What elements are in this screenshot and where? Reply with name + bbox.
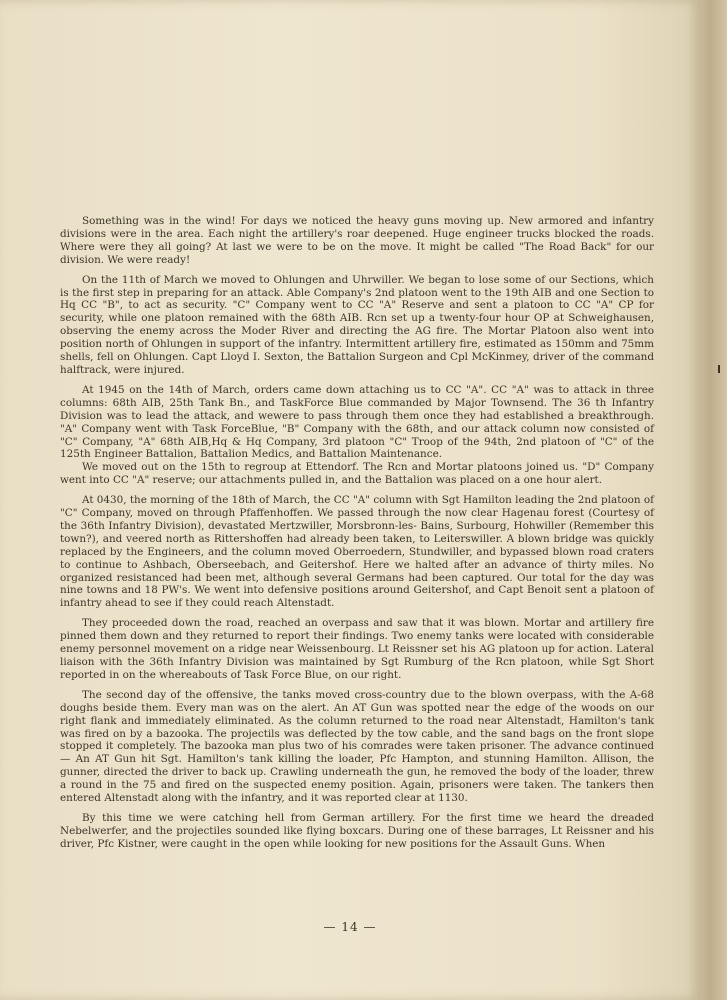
body-text [60, 215, 654, 858]
paragraph-4: We moved out on the 15th to regroup at Ettendorf. The Rcn and Mortar platoons joined us. "D" Company went into CC "A" reserve; our attachments pulled in, and the Battalion was placed on a one hour alert. [60, 461, 654, 487]
paragraph-1: Something was in the wind! For days we noticed the heavy guns moving up. New armored and infantry divisions were in the area. Each night the artillery's roar deepened. Huge engineer trucks blocked the roads. Where were they all going? At last we were to be on the move. It might be called "The Road Back" for our division. We were ready! [60, 215, 654, 266]
binding-mark [718, 365, 720, 373]
paragraph-5: At 0430, the morning of the 18th of March, the CC "A" column with Sgt Hamilton leading the 2nd platoon of "C" Company, moved on through Pfaffenhoffen. We passed through the now clear Hagenau forest (Courtesy of the 36th Infantry Division), devastated Mertzwiller, Morsbronn-les- Bains, Surbourg, Hohwiller (Remember this town?), and veered north as Rittershoffen had already been taken, to Leiterswiller. A blown bridge was quickly replaced by the Engineers, and the column moved Oberroedern, Stundwiller, and bypassed blown road craters to continue to Ashbach, Oberseebach, and Geitershof. Here we halted after an advance of thirty miles. No organized resistanced had been met, although several Germans had been captured. Our total for the day was nine towns and 18 PW's. We went into defensive positions around Geitershof, and Capt Benoit sent a platoon of infantry ahead to see if they could reach Altenstadt. [60, 494, 654, 610]
paragraph-7: The second day of the offensive, the tanks moved cross-country due to the blown overpass, with the A-68 doughs beside them. Every man was on the alert. An AT Gun was spotted near the edge of the woods on our right flank and immediately eliminated. As the column returned to the road near Altenstadt, Hamilton's tank was fired on by a bazooka. The projectils was deflected by the tow cable, and the sand bags on the front slope stopped it completely. The bazooka man plus two of his comrades were taken prisoner. The advance continued — An AT Gun hit Sgt. Hamilton's tank killing the loader, Pfc Hampton, and stunning Hamilton. Allison, the gunner, directed the driver to back up. Crawling underneath the gun, he removed the body of the loader, threw a round in the 75 and fired on the suspected enemy position. Again, prisoners were taken. The tankers then entered Altenstadt along with the infantry, and it was reported clear at 1130. [60, 688, 654, 805]
paragraph-8: By this time we were catching hell from German artillery. For the first time we heard the dreaded Nebelwerfer, and the projectiles sounded like flying boxcars. During one of these barrages, Lt Reissner and his driver, Pfc Kistner, were caught in the open while looking for new positions for the Assault Guns. When [60, 811, 654, 850]
page-number: — 14 — [323, 920, 377, 934]
page-edge [700, 0, 727, 1000]
paragraph-2: On the 11th of March we moved to Ohlungen and Uhrwiller. We began to lose some of our Sections, which is the first step in preparing for an attack. Able Company's 2nd platoon went to the 19th AIB and one Section to Hq CC "B", to act as security. "C" Company went to CC "A" Reserve and sent a platoon to CC "A" CP for security, while one platoon remained with the 68th AIB. Rcn set up a twenty-four hour OP at Schweighausen, observing the enemy across the Moder River and directing the AG fire. The Mortar Platoon also went into position north of Ohlungen in support of the infantry. Intermittent artillery fire, estimated as 150mm and 75mm shells, fell on Ohlungen. Capt Lloyd I. Sexton, the Battalion Surgeon and Cpl McKinmey, driver of the command halftrack, were injured. [60, 273, 654, 376]
paragraph-3: At 1945 on the 14th of March, orders came down attaching us to CC "A". CC "A" was to attack in three columns: 68th AIB, 25th Tank Bn., and TaskForce Blue commanded by Major Townsend. The 36 th Infantry Division was to lead the attack, and wewere to pass through them once they had established a breakthrough. "A" Company went with Task ForceBlue, "B" Company with the 68th, and our attack column now consisted of "C" Company, "A" 68th AIB,Hq & Hq Company, 3rd platoon "C" Troop of the 94th, 2nd platoon of "C" of the 125th Engineer Battalion, Battalion Medics, and Battalion Maintenance. [60, 383, 654, 461]
paragraph-6: They proceeded down the road, reached an overpass and saw that it was blown. Mortar and artillery fire pinned them down and they returned to report their findings. Two enemy tanks were located with considerable enemy personnel movement on a ridge near Weissenbourg. Lt Reissner set his AG platoon up for action. Lateral liaison with the 36th Infantry Division was maintained by Sgt Rumburg of the Rcn platoon, while Sgt Short reported in on the whereabouts of Task Force Blue, on our right. [60, 617, 654, 681]
